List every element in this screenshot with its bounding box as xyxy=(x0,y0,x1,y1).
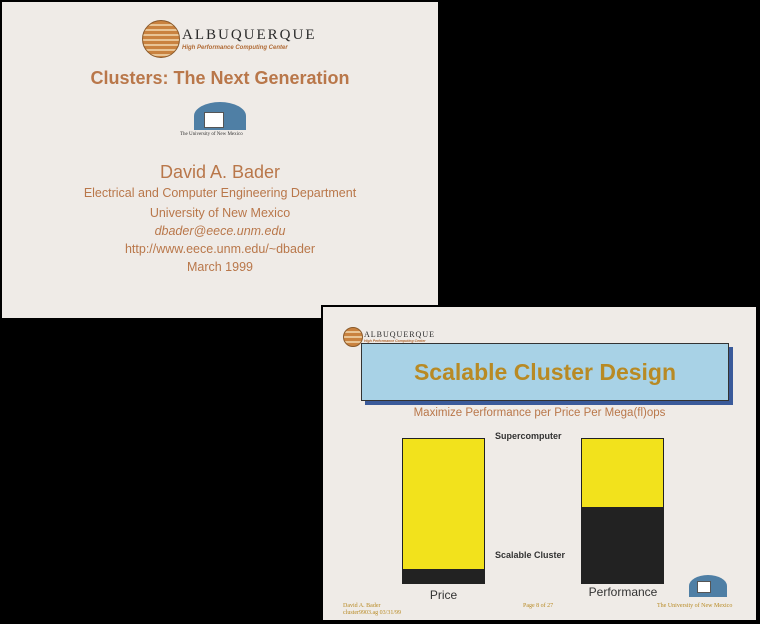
scalable-cluster-slide xyxy=(321,305,758,622)
unm-building-icon xyxy=(697,581,711,593)
footer-author: David A. Bader xyxy=(343,603,381,609)
albuquerque-hpcc-logo xyxy=(142,20,317,58)
slide-subtitle: Maximize Performance per Price Per Mega(fl)ops xyxy=(413,407,666,419)
slide-title: Clusters: The Next Generation xyxy=(90,68,350,88)
label-supercomputer: Supercomputer xyxy=(495,431,562,441)
category-label-price: Price xyxy=(429,588,458,602)
email: dbader@eece.unm.edu xyxy=(154,224,286,238)
date: March 1999 xyxy=(186,260,253,274)
logo-subtitle: High Performance Computing Center xyxy=(182,44,288,51)
bar-price-supercomputer xyxy=(403,439,484,569)
footer-university: The University of New Mexico xyxy=(657,603,733,609)
category-label-performance: Performance xyxy=(588,585,658,599)
title-slide xyxy=(0,0,440,320)
bar-performance xyxy=(581,438,664,584)
logo-subtitle: High Performance Computing Center xyxy=(364,338,426,343)
slide-title-box: Scalable Cluster Design xyxy=(361,343,729,401)
bar-price-scalable-cluster xyxy=(403,569,484,583)
bar-performance-supercomputer xyxy=(582,439,663,507)
unm-logo xyxy=(180,102,260,144)
unm-building-icon xyxy=(204,112,224,128)
label-scalable-cluster: Scalable Cluster xyxy=(495,550,566,560)
author-name: David A. Bader xyxy=(159,162,281,182)
department: Electrical and Computer Engineering Department xyxy=(83,186,357,200)
footer-page: Page 8 of 27 xyxy=(523,603,554,609)
unm-logo-small xyxy=(685,575,731,599)
sun-logo-icon xyxy=(343,327,363,347)
bar-performance-scalable-cluster xyxy=(582,507,663,583)
logo-word: ALBUQUERQUE xyxy=(182,26,317,43)
unm-caption: The University of New Mexico xyxy=(180,132,243,137)
bar-price xyxy=(402,438,485,584)
homepage-url: http://www.eece.unm.edu/~dbader xyxy=(124,242,316,256)
footer-file: cluster9903.ag 03/31/99 xyxy=(343,610,401,616)
sun-logo-icon xyxy=(142,20,180,58)
university: University of New Mexico xyxy=(149,206,291,220)
logo-word: ALBUQUERQUE xyxy=(364,329,435,339)
